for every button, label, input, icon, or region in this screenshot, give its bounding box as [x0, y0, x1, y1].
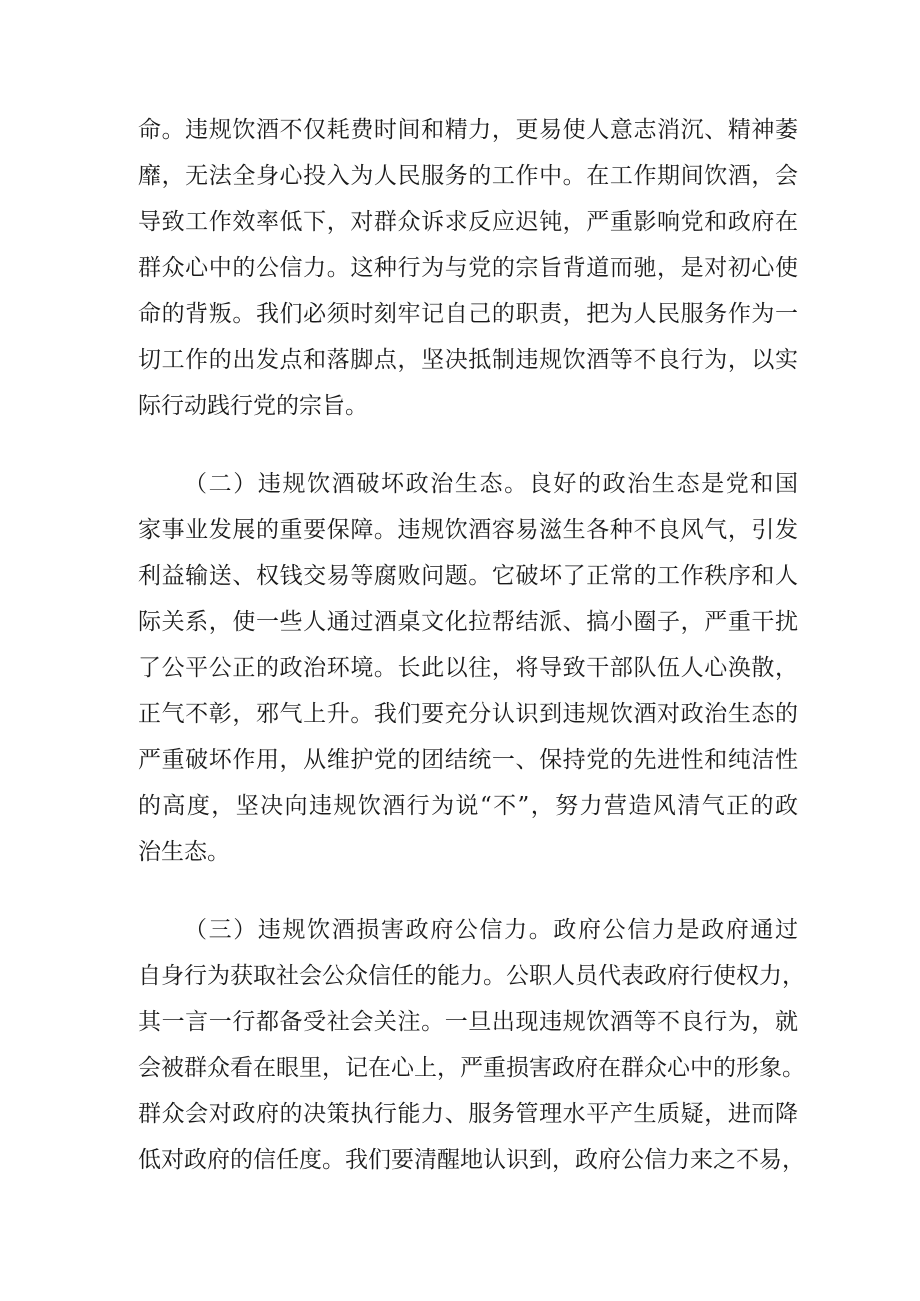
- text-line: 会被群众看在眼里，记在心上，严重损害政府在群众心中的形象。: [138, 1055, 805, 1081]
- text-line: 了公平公正的政治环境。长此以往，将导致干部队伍人心涣散，: [138, 655, 798, 681]
- paragraph-1: [138, 107, 798, 429]
- text-line: 家事业发展的重要保障。违规饮酒容易滋生各种不良风气，引发: [138, 517, 798, 543]
- text-line: 利益输送、权钱交易等腐败问题。它破坏了正常的工作秩序和人: [138, 563, 798, 589]
- text-line: 低对政府的信任度。我们要清醒地认识到，政府公信力来之不易，: [138, 1147, 805, 1173]
- text-line: （三）违规饮酒损害政府公信力。政府公信力是政府通过: [184, 917, 798, 943]
- text-line: 治生态。: [138, 839, 230, 865]
- text-line: 的高度，坚决向违规饮酒行为说“不”，努力营造风清气正的政: [138, 793, 798, 819]
- text-line: 其一言一行都备受社会关注。一旦出现违规饮酒等不良行为，就: [138, 1009, 798, 1035]
- text-line: 命。违规饮酒不仅耗费时间和精力，更易使人意志消沉、精神萎: [138, 117, 798, 143]
- text-line: 正气不彰，邪气上升。我们要充分认识到违规饮酒对政治生态的: [138, 701, 798, 727]
- text-line: 切工作的出发点和落脚点，坚决抵制违规饮酒等不良行为，以实: [138, 347, 798, 373]
- text-line: 群众会对政府的决策执行能力、服务管理水平产生质疑，进而降: [138, 1101, 798, 1127]
- paragraph-3: [138, 907, 805, 1183]
- text-line: 靡，无法全身心投入为人民服务的工作中。在工作期间饮酒，会: [138, 163, 798, 189]
- text-line: 严重破坏作用，从维护党的团结统一、保持党的先进性和纯洁性: [138, 747, 798, 773]
- text-line: 群众心中的公信力。这种行为与党的宗旨背道而驰，是对初心使: [138, 255, 798, 281]
- text-line: 际行动践行党的宗旨。: [138, 393, 368, 419]
- text-line: 际关系，使一些人通过酒桌文化拉帮结派、搞小圈子，严重干扰: [138, 609, 798, 635]
- text-line: 导致工作效率低下，对群众诉求反应迟钝，严重影响党和政府在: [138, 209, 798, 235]
- text-line: （二）违规饮酒破坏政治生态。良好的政治生态是党和国: [184, 471, 798, 497]
- text-line: 自身行为获取社会公众信任的能力。公职人员代表政府行使权力，: [138, 963, 805, 989]
- paragraph-2: [138, 461, 798, 875]
- text-line: 命的背叛。我们必须时刻牢记自己的职责，把为人民服务作为一: [138, 301, 798, 327]
